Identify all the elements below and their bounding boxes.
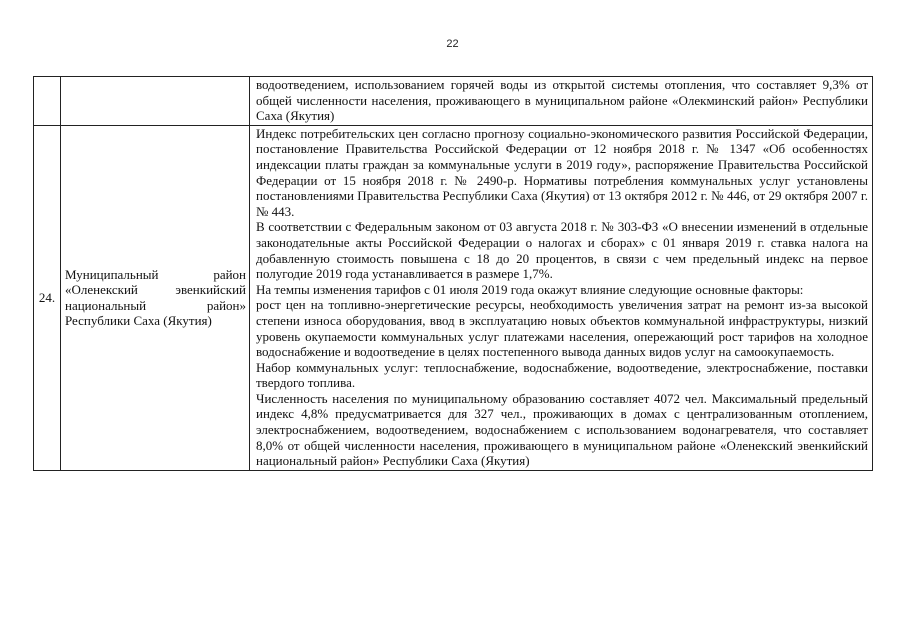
description-paragraph: Индекс потребительских цен согласно прогнозу социально-экономического развития Российской Федерации, постановление Правительства Российской Федерации от 12 ноября 2018 г. № 1347 «Об особенностях индексации платы граждан за коммунальные услуги в 2019 году», распоряжение Правительства Российской Федерации от 15 ноября 2018 г. № 2490-р. Нормативы потребления коммунальных услуг установлены постановлениями Правительства Республики Саха (Якутия) от 13 октября 2012 г. № 446, от 29 октября 2007 г. № 443. — [256, 125, 868, 219]
municipality-name-cell — [61, 77, 250, 126]
tariff-table — [33, 76, 873, 471]
description-paragraph: Набор коммунальных услуг: теплоснабжение, водоснабжение, водоотведение, электроснабжение, поставки твердого топлива. — [256, 359, 868, 391]
description-paragraph: В соответствии с Федеральным законом от 03 августа 2018 г. № 303-ФЗ «О внесении изменений в отдельные законодательные акты Российской Федерации о налогах и сборах» с 01 января 2019 г. ставка налога на добавленную стоимость повышена с 18 до 20 процентов, в связи с чем предельный индекс на первое полугодие 2019 года устанавливается в размере 1,7%. — [256, 219, 868, 282]
description-paragraph: На темпы изменения тарифов с 01 июля 2019 года окажут влияние следующие основные факторы: — [256, 281, 804, 297]
description-cell — [250, 77, 873, 126]
table-row — [34, 125, 873, 470]
table-row — [34, 77, 873, 126]
description-paragraph: Численность населения по муниципальному образованию составляет 4072 чел. Максимальный предельный индекс 4,8% предусматривается для 327 чел., проживающих в домах с централизованным отоплением, электроснабжением, водоотведением, водоснабжением с использованием водонагревателя, что составляет 8,0% от общей численности населения, проживающего в муниципальном районе «Оленекский эвенкийский национальный район» Республики Саха (Якутия) — [256, 390, 868, 469]
page-number: 22 — [446, 38, 459, 50]
description-paragraph: рост цен на топливно-энергетические ресурсы, необходимость увеличения затрат на ремонт из-за высокой степени износа оборудования, ввод в эксплуатацию новых объектов коммунальной инфраструктуры, низкий уровень окупаемости коммунальных услуг платежами населения, опережающий рост тарифов на холодное водоснабжение и водоотведение в целях постепенного вывода данных видов услуг на самоокупаемость. — [256, 297, 868, 360]
description-cell — [250, 125, 873, 470]
municipality-name: Муниципальный район «Оленекский эвенкийский национальный район» Республики Саха (Якутия) — [65, 266, 246, 329]
description-paragraph: водоотведением, использованием горячей воды из открытой системы отопления, что составляет 9,3% от общей численности населения, проживающего в муниципальном районе «Олекминский район» Республики Саха (Якутия) — [256, 77, 868, 124]
row-number-cell — [34, 77, 61, 126]
municipality-name-cell — [61, 125, 250, 470]
row-number-cell: 24. — [34, 125, 61, 470]
